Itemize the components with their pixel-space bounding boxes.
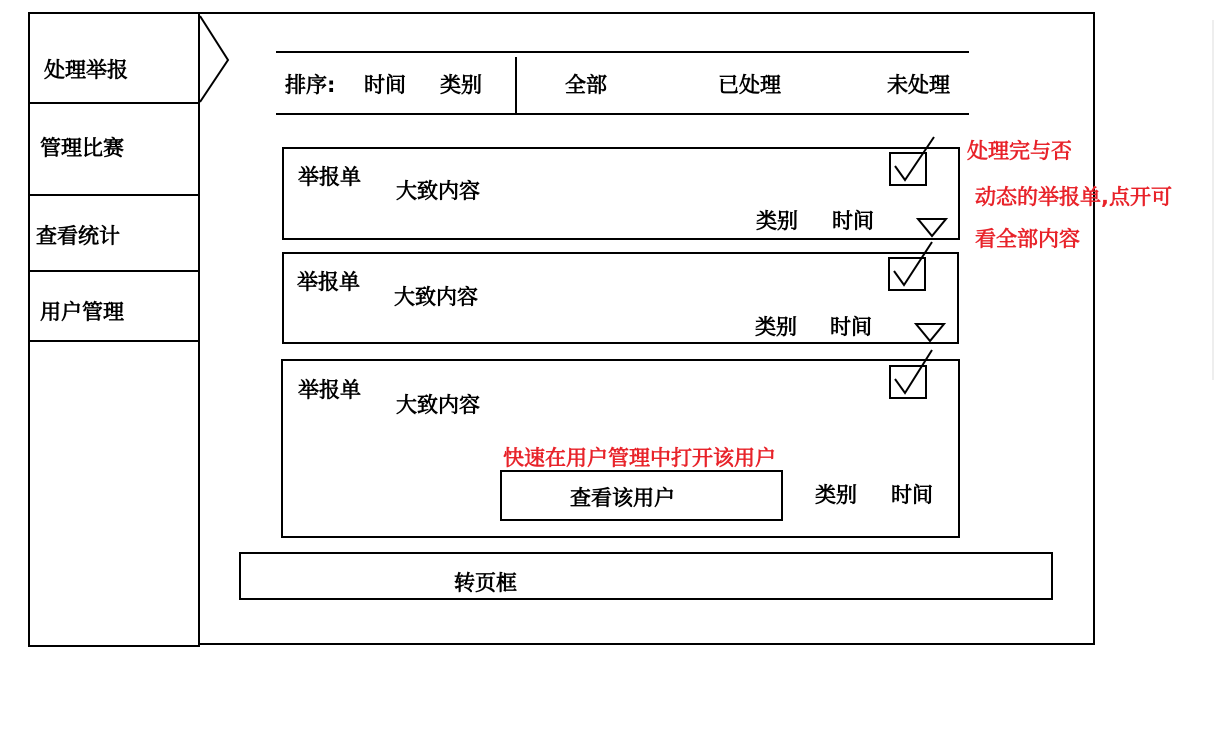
report-time: 时间 [891, 483, 933, 507]
pager-label: 转页框 [454, 571, 517, 595]
sort-label: 排序: [285, 73, 336, 97]
sidebar-item-label: 用户管理 [40, 300, 124, 324]
filter-all-button[interactable]: 全部 [565, 73, 607, 97]
report-summary: 大致内容 [396, 393, 480, 417]
report-title: 举报单 [298, 165, 361, 189]
sidebar-item-label: 查看统计 [36, 224, 120, 248]
check-icon [895, 350, 932, 393]
active-item-arrow-icon [200, 16, 228, 102]
report-time: 时间 [832, 209, 874, 233]
report-title: 举报单 [298, 378, 361, 402]
annotation-dynamic-note: 动态的举报单,点开可 [975, 185, 1172, 209]
sidebar-item-label: 处理举报 [44, 58, 128, 82]
sort-by-time-button[interactable]: 时间 [364, 73, 406, 97]
annotation-dynamic-note-continued: 看全部内容 [975, 227, 1080, 251]
filter-unprocessed-button[interactable]: 未处理 [887, 73, 950, 97]
filter-processed-button[interactable]: 已处理 [718, 73, 781, 97]
report-summary: 大致内容 [396, 179, 480, 203]
report-summary: 大致内容 [394, 285, 478, 309]
sidebar-item-label: 管理比赛 [40, 136, 124, 160]
check-icon [894, 242, 932, 285]
report-time: 时间 [830, 315, 872, 339]
report-category: 类别 [815, 483, 857, 507]
report-title: 举报单 [297, 270, 360, 294]
report-category: 类别 [755, 315, 797, 339]
sort-by-category-button[interactable]: 类别 [440, 73, 482, 97]
expand-triangle-icon [918, 219, 946, 236]
report-category: 类别 [756, 209, 798, 233]
expand-triangle-icon [916, 324, 944, 341]
view-user-label: 查看该用户 [570, 486, 675, 510]
annotation-processed-note: 处理完与否 [967, 139, 1072, 163]
check-icon [895, 137, 934, 180]
annotation-quick-open-note: 快速在用户管理中打开该用户 [503, 446, 776, 470]
